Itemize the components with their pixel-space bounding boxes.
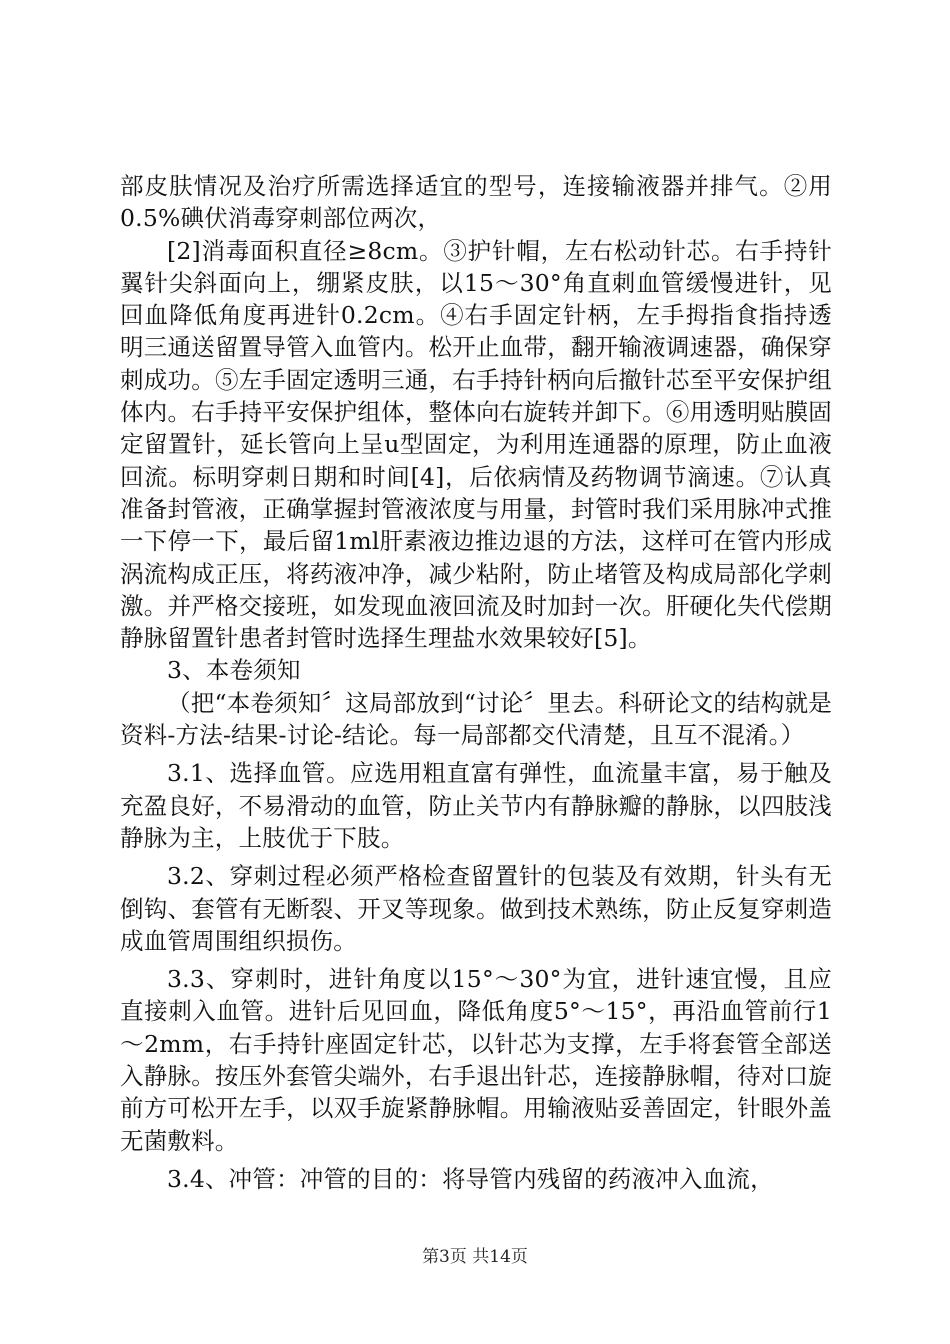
paragraph-editor-note: （把“本卷须知〞这局部放到“讨论〞里去。科研论文的结构就是资料-方法-结果-讨论-结论。每一局部都交代清楚，且互不混淆。）: [120, 688, 832, 750]
paragraph-1: 部皮肤情况及治疗所需选择适宜的型号，连接输液器并排气。②用0.5%碘伏消毒穿刺部位两次，: [120, 172, 832, 233]
paragraph-3-3: 3.3、穿刺时，进针角度以15°～30°为宜，进针速宜慢，且应直接刺入血管。进针后见回血，降低角度5°～15°，再沿血管前行1～2mm，右手持针座固定针芯，以针芯为支撑，左手将套管全部送入静脉。按压外套管尖端外，右手退出针芯，连接静脉帽，待对口旋前方可松开左手，以双手旋紧静脉帽。用输液贴妥善固定，针眼外盖无菌敷料。: [120, 965, 832, 1155]
paragraph-3-2: 3.2、穿刺过程必须严格检查留置针的包装及有效期，针头有无倒钩、套管有无断裂、开叉等现象。做到技术熟练，防止反复穿刺造成血管周围组织损伤。: [120, 862, 832, 955]
page-number: 第3页 共14页: [422, 1247, 528, 1267]
paragraph-3-1: 3.1、选择血管。应选用粗直富有弹性，血流量丰富，易于触及充盈良好，不易滑动的血管，防止关节内有静脉瓣的静脉，以四肢浅静脉为主，上肢优于下肢。: [120, 759, 832, 852]
section-heading-notes: 3、本卷须知: [167, 656, 301, 685]
paragraph-3-4: 3.4、冲管：冲管的目的：将导管内残留的药液冲入血流，: [167, 1164, 774, 1193]
page-footer: [0, 1242, 950, 1267]
paragraph-2: [2]消毒面积直径≥8cm。③护针帽，左右松动针芯。右手持针翼针尖斜面向上，绷紧皮肤，以15～30°角直刺血管缓慢进针，见回血降低角度再进针0.2cm。④右手固定针柄，左手拇指食指持透明三通送留置导管入血管内。松开止血带，翻开输液调速器，确保穿刺成功。⑤左手固定透明三通，右手持针柄向后撤针芯至平安保护组体内。右手持平安保护组体，整体向右旋转并卸下。⑥用透明贴膜固定留置针，延长管向上呈u型固定，为利用连通器的原理，防止血液回流。标明穿刺日期和时间[4]，后依病情及药物调节滴速。⑦认真准备封管液，正确掌握封管液浓度与用量，封管时我们采用脉冲式推一下停一下，最后留1ml肝素液边推边退的方法，这样可在管内形成涡流构成正压，将药液冲净，减少粘附，防止堵管及构成局部化学刺激。并严格交接班，如发现血液回流及时加封一次。肝硬化失代偿期静脉留置针患者封管时选择生理盐水效果较好[5]。: [120, 236, 832, 653]
document-body: [120, 170, 832, 1195]
